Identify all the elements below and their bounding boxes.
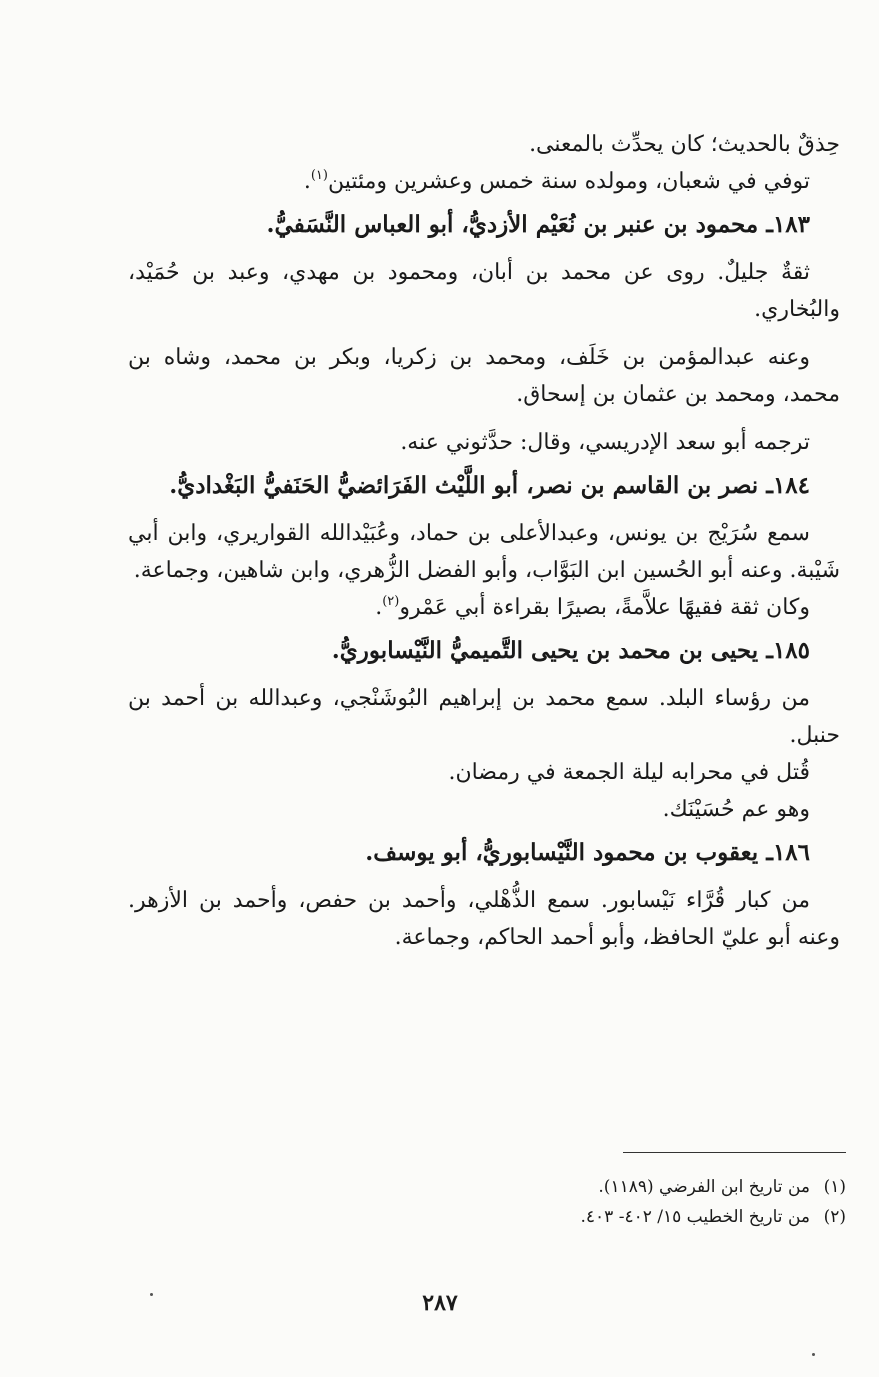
entry-name: محمود بن عنبر بن نُعَيْم الأزديُّ، أبو العباس النَّسَفيُّ. xyxy=(266,211,759,238)
footnote-2 xyxy=(300,1202,846,1232)
paragraph: وكان ثقة فقيهًا علاَّمةً، بصيرًا بقراءة أبي عَمْرو$^{(٢)}$. xyxy=(375,594,810,620)
entry-name: يحيى بن محمد بن يحيى التَّميميُّ النَّيْسابوريُّ. xyxy=(331,637,759,664)
entry-heading-185 xyxy=(128,631,840,670)
footnote-ref-1[interactable]: (١) xyxy=(310,168,328,183)
paragraph xyxy=(128,126,840,163)
entry-number: ١٨٤ـ xyxy=(766,472,810,499)
page-number: ٢٨٧ xyxy=(422,1290,458,1316)
entry-heading-186 xyxy=(128,833,840,872)
entry-number: ١٨٦ـ xyxy=(766,839,810,866)
entry-name: نصر بن القاسم بن نصر، أبو اللَّيْث الفَرَائضيُّ الحَنَفيُّ البَغْداديُّ. xyxy=(169,472,759,499)
paragraph: ترجمه أبو سعد الإدريسي، وقال: حدَّثوني عنه. xyxy=(400,430,810,455)
footnote-divider xyxy=(623,1152,846,1153)
paragraph: ثقةٌ جليلٌ. روى عن محمد بن أبان، ومحمود بن مهدي، وعبد بن حُمَيْد، والبُخاري. xyxy=(128,260,840,322)
footnote-1 xyxy=(300,1172,846,1202)
footnote-marker: (١) xyxy=(823,1177,846,1197)
text-line: حِذقٌ بالحديث؛ كان يحدِّث بالمعنى. xyxy=(529,132,840,157)
paragraph: توفي في شعبان، ومولده سنة خمس وعشرين ومئتين$^{(١)}$. xyxy=(303,168,810,194)
entry-name: يعقوب بن محمود النَّيْسابوريُّ، أبو يوسف. xyxy=(365,839,759,866)
page-body xyxy=(128,126,840,956)
footnote-text: من تاريخ الخطيب ١٥/ ٤٠٢- ٤٠٣. xyxy=(580,1207,810,1227)
scan-speck xyxy=(812,1353,815,1356)
scan-speck xyxy=(150,1293,153,1296)
text-line: توفي في شعبان، ومولده سنة خمس وعشرين ومئتين xyxy=(327,169,810,194)
paragraph: وعنه عبدالمؤمن بن خَلَف، ومحمد بن زكريا، وبكر بن محمد، وشاه بن محمد، ومحمد بن عثمان بن إسحاق. xyxy=(128,345,840,407)
footnote-text: من تاريخ ابن الفرضي (١١٨٩). xyxy=(598,1177,810,1197)
paragraph: قُتل في محرابه ليلة الجمعة في رمضان. xyxy=(448,760,810,785)
paragraph: من كبار قُرَّاء نَيْسابور. سمع الذُّهْلي، وأحمد بن حفص، وأحمد بن الأزهر. وعنه أبو عليّ الحافظ، وأبو أحمد الحاكم، وجماعة. xyxy=(128,888,840,950)
footnote-ref-2[interactable]: (٢) xyxy=(382,594,400,609)
footnote-marker: (٢) xyxy=(823,1207,846,1227)
footnotes xyxy=(300,1172,846,1232)
entry-heading-183 xyxy=(128,205,840,244)
paragraph: سمع سُرَيْج بن يونس، وعبدالأعلى بن حماد، وعُبَيْدالله القواريري، وابن أبي شَيْبة. وعنه أبو الحُسين ابن البَوَّاب، وأبو الفضل الزُّهري، وابن شاهين، وجماعة. xyxy=(128,521,840,583)
paragraph: وهو عم حُسَيْنَك. xyxy=(662,797,810,822)
entry-number: ١٨٣ـ xyxy=(766,211,810,238)
entry-heading-184 xyxy=(128,466,840,505)
entry-number: ١٨٥ـ xyxy=(766,637,810,664)
paragraph: من رؤساء البلد. سمع محمد بن إبراهيم البُوشَنْجي، وعبدالله بن أحمد بن حنبل. xyxy=(128,686,840,748)
